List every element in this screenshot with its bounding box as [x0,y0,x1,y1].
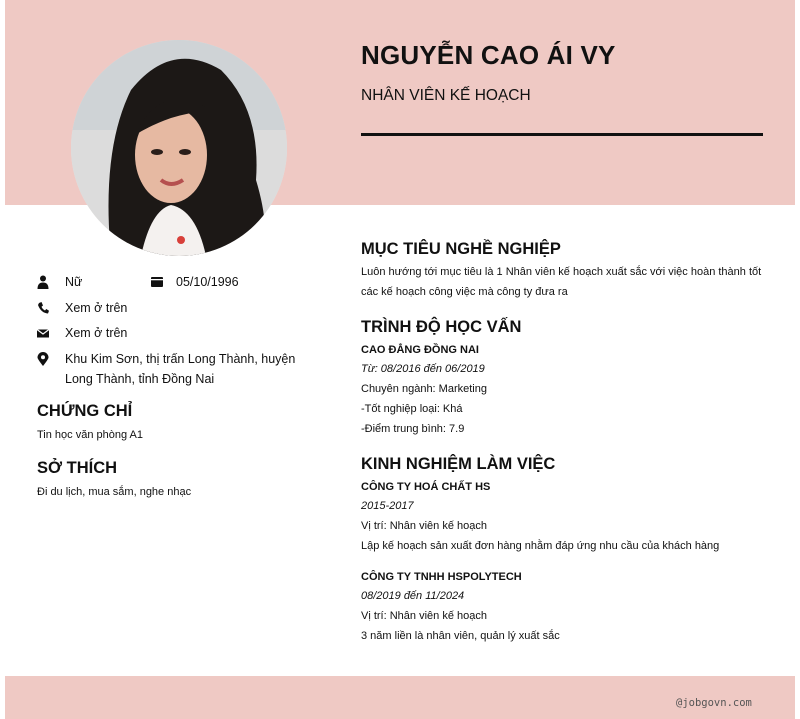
education-section [361,318,771,439]
education-line: -Tốt nghiệp loại: Khá [361,403,463,415]
email-value: Xem ở trên [65,326,128,340]
objective-section [361,240,771,302]
address-value: Khu Kim Sơn, thị trấn Long Thành, huyện Long Thành, tỉnh Đồng Nai [65,351,296,386]
candidate-role: NHÂN VIÊN KẾ HOẠCH [361,87,531,104]
objective-heading: MỤC TIÊU NGHỀ NGHIỆP [361,240,561,258]
certificates-heading: CHỨNG CHỈ [37,401,133,420]
job-description: Lập kế hoạch sản xuất đơn hàng nhằm đáp ứng nhu cầu của khách hàng [361,540,720,552]
experience-section [361,455,771,646]
profile-photo [71,40,287,256]
company-name: CÔNG TY TNHH HSPOLYTECH [361,571,522,583]
education-line: Chuyên ngành: Marketing [361,383,487,395]
education-period: Từ: 08/2016 đến 06/2019 [361,363,485,375]
job-position: Vị trí: Nhân viên kế hoạch [361,520,487,532]
certificate-item: Tin học văn phòng A1 [37,428,144,441]
candidate-name: NGUYỄN CAO ÁI VY [361,40,616,70]
job-entry [361,567,771,646]
header-divider [361,133,763,136]
hobbies-heading: SỞ THÍCH [37,458,118,477]
job-description: 3 năm liền là nhân viên, quản lý xuất sắc [361,630,560,642]
phone-row [37,298,327,324]
address-row [37,349,327,393]
job-period: 08/2019 đến 11/2024 [361,590,465,602]
school-name: CAO ĐẲNG ĐỒNG NAI [361,344,479,356]
right-column [361,240,771,646]
job-entry [361,477,771,556]
id-card-icon [151,277,163,287]
phone-icon [37,301,49,315]
person-icon [37,275,49,289]
email-row [37,323,327,349]
profile-photo-illustration [71,40,287,256]
gender-row [37,272,327,298]
location-pin-icon [37,352,49,366]
phone-value: Xem ở trên [65,300,128,315]
job-position: Vị trí: Nhân viên kế hoạch [361,610,487,622]
hobbies-text: Đi du lịch, mua sắm, nghe nhạc [37,485,192,498]
envelope-icon [37,326,49,340]
dob-value: 05/10/1996 [176,275,239,289]
objective-text: Luôn hướng tới mục tiêu là 1 Nhân viên kế hoạch xuất sắc với việc hoàn thành tốt các kế hoạch công việc mà công ty đưa ra [361,266,762,298]
education-line: -Điểm trung bình: 7.9 [361,423,465,435]
education-heading: TRÌNH ĐỘ HỌC VẤN [361,318,522,336]
watermark: @jobgovn.com [676,697,752,709]
job-period: 2015-2017 [361,500,414,512]
experience-heading: KINH NGHIỆM LÀM VIỆC [361,455,556,473]
gender-value: Nữ [65,275,83,289]
left-column [37,272,327,502]
company-name: CÔNG TY HOÁ CHẤT HS [361,481,491,493]
